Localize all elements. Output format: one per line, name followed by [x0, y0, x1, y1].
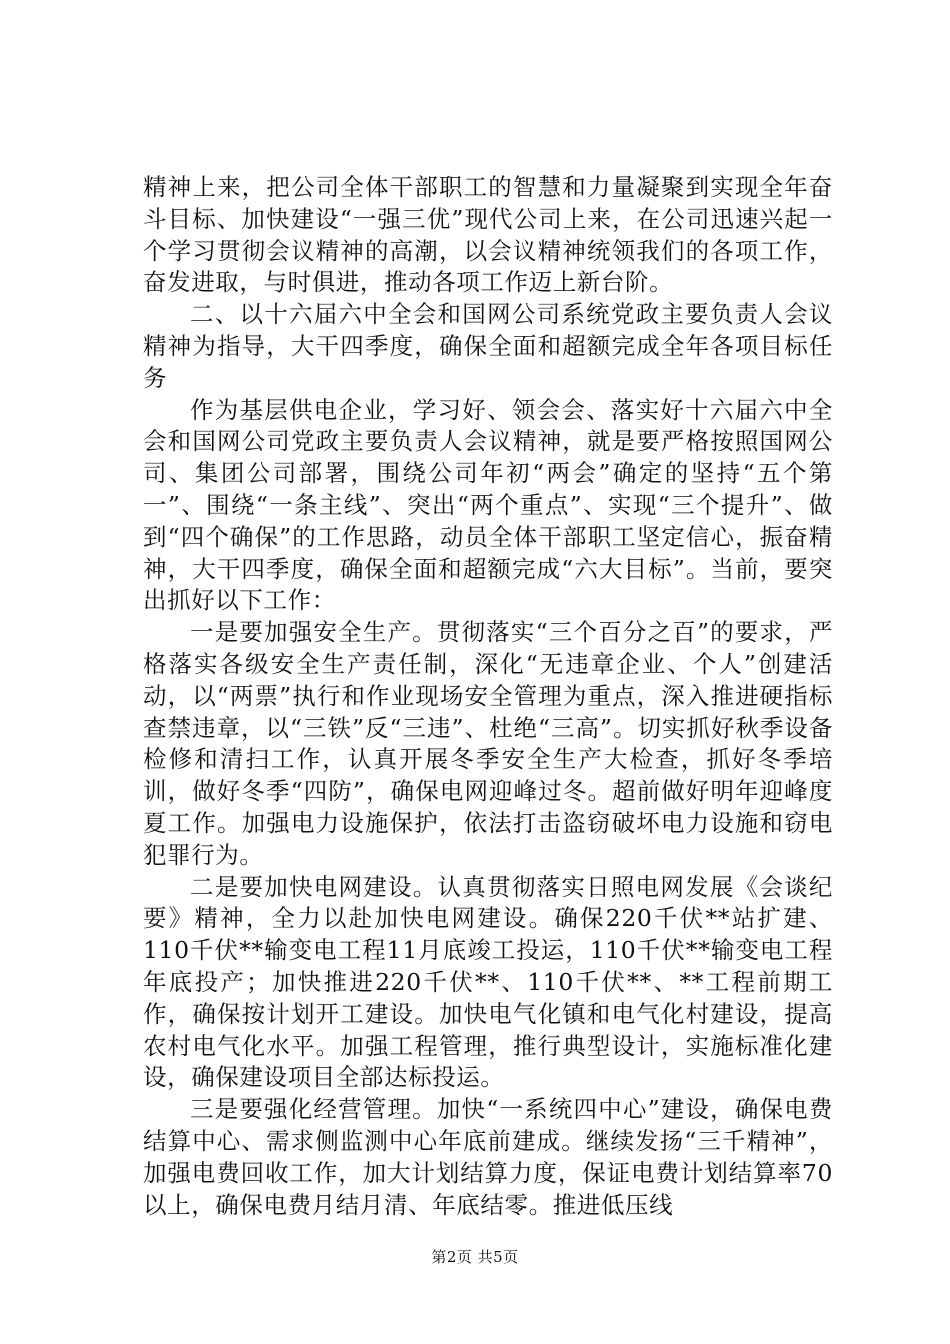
section-heading-2: 二、以十六届六中全会和国网公司系统党政主要负责人会议精神为指导，大干四季度，确保全面和超额完成全年各项目标任务 — [143, 300, 833, 392]
paragraph-management: 三是要强化经营管理。加快“一系统四中心”建设，确保电费结算中心、需求侧监测中心年底前建成。继续发扬“三千精神”，加强电费回收工作，加大计划结算力度，保证电费计划结算率70以上，确保电费月结月清、年底结零。推进低压线 — [143, 1095, 833, 1219]
paragraph-grid-construction: 二是要加快电网建设。认真贯彻落实日照电网发展《会谈纪要》精神，全力以赴加快电网建设。确保220千伏**站扩建、110千伏**输变电工程11月底竣工投运，110千伏**输变电工程年底投产；加快推进220千伏**、110千伏**、**工程前期工作，确保按计划开工建设。加快电气化镇和电气化村建设，提高农村电气化水平。加强工程管理，推行典型设计，实施标准化建设，确保建设项目全部达标投运。 — [143, 872, 833, 1092]
paragraph-intro: 作为基层供电企业，学习好、领会会、落实好十六届六中全会和国网公司党政主要负责人会议精神，就是要严格按照国网公司、集团公司部署，围绕公司年初“两会”确定的坚持“五个第一”、围绕“一条主线”、突出“两个重点”、实现“三个提升”、做到“四个确保”的工作思路，动员全体干部职工坚定信心，振奋精神，大干四季度，确保全面和超额完成“六大目标”。当前，要突出抓好以下工作： — [143, 395, 833, 615]
paragraph-safety: 一是要加强安全生产。贯彻落实“三个百分之百”的要求，严格落实各级安全生产责任制，深化“无违章企业、个人”创建活动，以“两票”执行和作业现场安全管理为重点，深入推进硬指标查禁违章，以“三铁”反“三违”、杜绝“三高”。切实抓好秋季设备检修和清扫工作，认真开展冬季安全生产大检查，抓好冬季培训，做好冬季“四防”，确保电网迎峰过冬。超前做好明年迎峰度夏工作。加强电力设施保护，依法打击盗窃破坏电力设施和窃电犯罪行为。 — [143, 618, 833, 869]
page-footer: 第2页 共5页 — [431, 1248, 519, 1266]
paragraph-continuation: 精神上来，把公司全体干部职工的智慧和力量凝聚到实现全年奋斗目标、加快建设“一强三优”现代公司上来，在公司迅速兴起一个学习贯彻会议精神的高潮，以会议精神统领我们的各项工作，奋发进取，与时俱进，推动各项工作迈上新台阶。 — [143, 173, 833, 297]
document-body — [143, 172, 833, 1221]
